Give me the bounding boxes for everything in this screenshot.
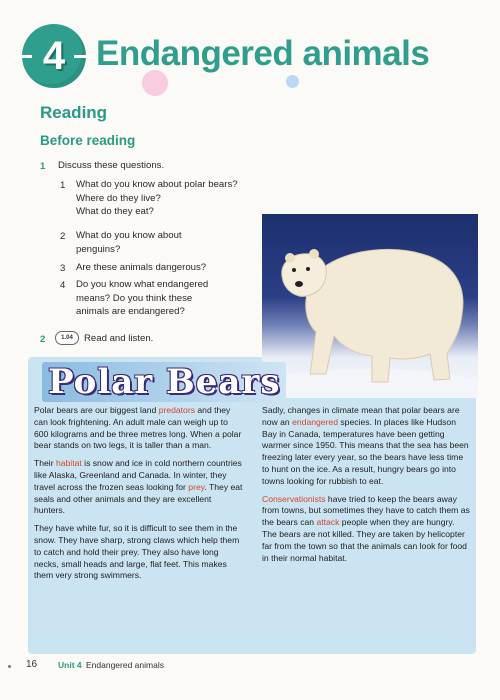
article-paragraph (34, 405, 244, 452)
question-4-line-2: means? Do you think these (76, 292, 193, 304)
polar-bear-illustration (262, 214, 478, 398)
text-run: people when they are hungry. The bears are not killed. They are taken by helicopter far from the town so that the animals can look for food in their normal habitat. (262, 517, 467, 563)
keyword-prey: prey (188, 481, 205, 492)
text-run: species. In places like Hudson Bay in Canada, temperatures have been getting warmer since 1950. This means that the sea has been freezing later every year, so the bears have less time to hunt on the ice. As a result, hungry bears go into towns looking for rubbish to eat. (262, 416, 469, 486)
question-3-number: 3 (60, 263, 66, 274)
question-3-line-1: Are these animals dangerous? (76, 262, 207, 273)
text-run: Their (34, 458, 56, 469)
polar-bear-photo (262, 214, 478, 398)
question-4 (76, 278, 256, 319)
question-4-line-3: animals are endangered? (76, 306, 185, 317)
keyword-attack: attack (316, 517, 340, 528)
article-left-column (34, 405, 244, 588)
question-1-line-1: What do you know about polar bears? (76, 179, 238, 190)
question-2 (76, 229, 256, 256)
question-3 (76, 261, 256, 275)
question-1-line-3: What do they eat? (76, 206, 154, 217)
question-4-number: 4 (60, 280, 66, 291)
task-1-instruction: Discuss these questions. (58, 160, 165, 171)
footer-unit-title: Endangered animals (86, 660, 164, 670)
article-paragraph (262, 494, 470, 565)
text-run: . They eat seals and other animals and they are excellent hunters. (34, 481, 243, 516)
question-4-line-1: Do you know what endangered (76, 279, 209, 290)
question-1-number: 1 (60, 180, 66, 191)
task-1-number: 1 (40, 161, 46, 172)
section-title: Reading (40, 103, 108, 122)
question-1-line-2: Where do they live? (76, 192, 161, 204)
footer-unit-label: Unit 4 (58, 660, 82, 670)
question-2-line-1: What do you know about (76, 230, 182, 241)
text-run: They have white fur, so it is difficult to see them in the snow. They have sharp, strong claws which help them to catch and hold their prey. They also have long necks, small heads and large, flat feet. This makes them very strong swimmers. (34, 523, 240, 581)
task-2-number: 2 (40, 334, 46, 345)
text-run: have tried to keep the bears away from towns, but sometimes they have to catch them as the bears can (262, 493, 470, 528)
unit-title: Endangered animals (96, 34, 430, 73)
unit-number: 4 (42, 33, 66, 78)
audio-track-icon[interactable]: 1.04 (55, 331, 79, 345)
article-paragraph (34, 458, 244, 517)
page-number: 16 (26, 659, 38, 670)
question-2-line-2: penguins? (76, 243, 121, 255)
question-1 (76, 178, 276, 219)
task-2-instruction: Read and listen. (84, 333, 154, 344)
question-2-number: 2 (60, 231, 66, 242)
keyword-conservationists: Conservationists (262, 493, 326, 504)
text-run: is snow and ice in cold northern countries like Alaska, Greenland and Canada. In winter, they travel across the frozen seas looking for (34, 458, 242, 492)
unit-badge (22, 24, 86, 88)
text-run: Sadly, changes in climate mean that polar bears are now an (262, 405, 460, 427)
footer-bullet (8, 665, 11, 668)
keyword-endangered: endangered (292, 416, 338, 427)
article-right-column (262, 405, 470, 570)
keyword-predators: predators (158, 405, 195, 415)
article-heading: Polar Bears (42, 362, 286, 402)
text-run: and they can look frightening. An adult male can weigh up to 600 kilograms and be three metres long. When a polar bear stands on two legs, it is taller than a man. (34, 405, 242, 451)
text-run: Polar bears are our biggest land (34, 405, 159, 415)
decorative-blue-dot (286, 75, 299, 88)
sub-title: Before reading (40, 133, 136, 148)
keyword-habitat: habitat (55, 458, 82, 469)
article-paragraph (262, 405, 470, 488)
article-paragraph (34, 523, 244, 582)
